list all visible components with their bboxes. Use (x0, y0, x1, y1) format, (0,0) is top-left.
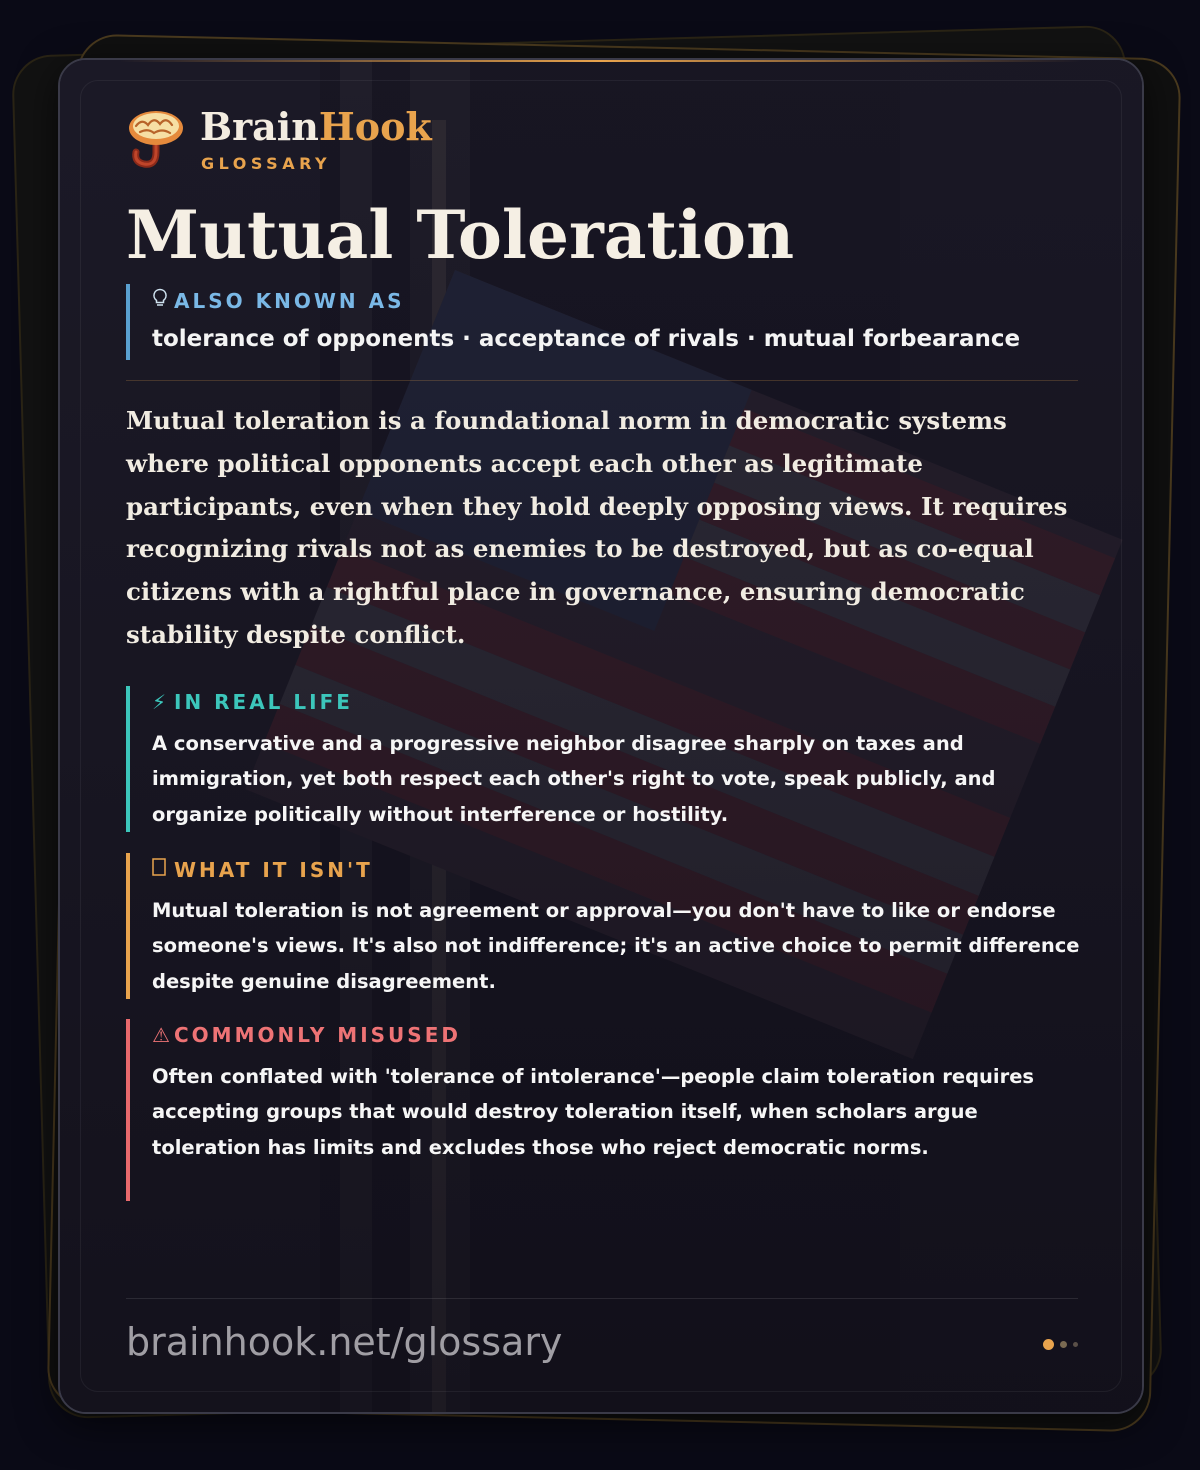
also-known-as-text: tolerance of opponents · acceptance of rivals · mutual forbearance (152, 326, 1021, 352)
glossary-card (58, 58, 1144, 1414)
blocked-icon (152, 857, 174, 882)
brand-name (200, 104, 432, 149)
commonly-misused-text: Often conflated with 'tolerance of intolerance'—people claim toleration requires accepting groups that would destroy toleration itself, when scholars argue toleration has limits and excludes those who reject democratic norms. (152, 1065, 1035, 1159)
indicator-dot (1073, 1342, 1078, 1347)
indicator-dot-active (1043, 1339, 1054, 1350)
real-life-text: A conservative and a progressive neighbor disagree sharply on taxes and immigration, yet both respect each other's right to vote, speak publicly, and organize politically without interference or hostility. (152, 732, 996, 826)
what-it-isnt-text: Mutual toleration is not agreement or approval—you don't have to like or endorse someone's views. It's also not indifference; it's an active choice to permit difference despite genuine disagreement. (152, 899, 1080, 993)
brand-name-hook: Hook (318, 104, 432, 149)
section-divider (126, 380, 1078, 381)
what-it-isnt-label-text: WHAT IT ISN'T (174, 858, 373, 882)
definition-text: Mutual toleration is a foundational norm in democratic systems where political opponents accept each other as legitimate participants, even when they hold deeply opposing views. It requires recognizing rivals not as enemies to be destroyed, but as co-equal citizens with a rightful place in governance, ensuring democratic stability despite conflict. (126, 406, 1068, 649)
commonly-misused-label (152, 1023, 461, 1047)
what-it-isnt-block (126, 853, 1082, 999)
brand-subtitle: GLOSSARY (201, 154, 332, 173)
card-content (126, 60, 1078, 1412)
brain-hook-logo-icon (126, 108, 186, 170)
also-known-as-label-text: ALSO KNOWN AS (174, 289, 405, 313)
also-known-as-block (126, 284, 1082, 360)
what-it-isnt-label (152, 857, 373, 882)
indicator-dot (1060, 1341, 1067, 1348)
footer-divider (126, 1298, 1078, 1299)
term-title: Mutual Toleration (126, 196, 795, 274)
lightning-icon: ⚡ (152, 690, 170, 714)
real-life-label (152, 690, 353, 714)
commonly-misused-label-text: COMMONLY MISUSED (174, 1023, 461, 1047)
also-known-as-label (152, 288, 404, 313)
commonly-misused-block (126, 1019, 1082, 1201)
lightbulb-icon (152, 288, 174, 313)
footer-url-link[interactable]: brainhook.net/glossary (126, 1320, 563, 1364)
real-life-block (126, 686, 1082, 832)
brand-name-brain: Brain (200, 104, 319, 149)
real-life-label-text: IN REAL LIFE (174, 690, 353, 714)
warning-icon: ⚠ (152, 1023, 173, 1047)
